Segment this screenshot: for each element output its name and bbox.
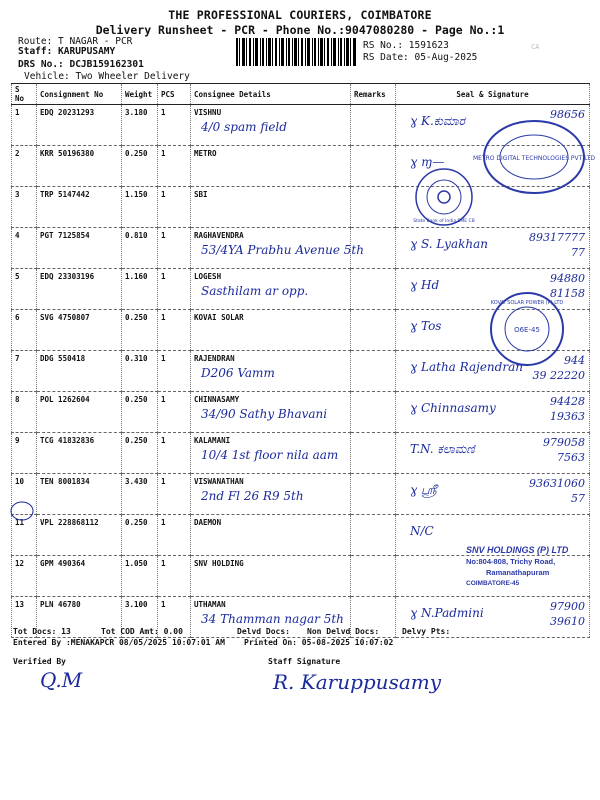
snv-stamp-name: SNV HOLDINGS (P) LTD <box>466 545 569 555</box>
row-consignment-no: KRR 50196380 <box>37 146 122 187</box>
col-consignment: Consignment No <box>37 84 122 105</box>
row-remarks <box>351 228 396 269</box>
row-consignee-name: LOGESH <box>194 272 222 281</box>
row-signature-handwritten: ɣ Latha Rajendran <box>410 360 523 374</box>
row-pcs: 1 <box>158 187 191 228</box>
row-sno: 7 <box>12 351 37 392</box>
row-weight: 0.810 <box>122 228 158 269</box>
row-weight: 0.250 <box>122 515 158 556</box>
metro-stamp-text: METRO DIGITAL TECHNOLOGIES PVT LTD <box>472 155 596 162</box>
barcode <box>236 38 356 66</box>
row-sno: 13 <box>12 597 37 638</box>
row-consignee-name: METRO <box>194 149 217 158</box>
row-consignee <box>191 187 351 228</box>
row-consignment-no: SVG 4750807 <box>37 310 122 351</box>
snv-stamp-addr2: Ramanathapuram <box>486 568 550 577</box>
runsheet-title: Delivery Runsheet - PCR - Phone No.:9047080280 - Page No.:1 <box>95 23 505 37</box>
row-consignee-name: KALAMANI <box>194 436 231 445</box>
row-consignment-no: DDG 550418 <box>37 351 122 392</box>
col-seal-signature: Seal & Signature <box>396 84 590 105</box>
snv-stamp-addr1: No:804-808, Trichy Road, <box>466 557 556 566</box>
row-sno: 5 <box>12 269 37 310</box>
row-phone-handwritten: 93631060 57 <box>529 477 585 505</box>
row-consignment-no: PLN 46780 <box>37 597 122 638</box>
verified-by-signature: Q.M <box>40 668 83 692</box>
row-consignment-no: POL 1262604 <box>37 392 122 433</box>
row-remarks <box>351 433 396 474</box>
row-phone-handwritten: 97900 39610 <box>550 600 585 628</box>
snv-stamp-addr3: COIMBATORE-45 <box>466 580 520 587</box>
row-consignment-no: EDQ 20231293 <box>37 105 122 146</box>
row-consignee-name: VISHNU <box>194 108 222 117</box>
row-consignee <box>191 105 351 146</box>
row-pcs: 1 <box>158 228 191 269</box>
non-delivered-docs: Non Delvd Docs: <box>307 627 380 636</box>
row-remarks <box>351 392 396 433</box>
row-seal-signature <box>396 228 590 269</box>
col-pcs: PCS <box>158 84 191 105</box>
row-signature-handwritten: ɣ N.Padmini <box>410 606 484 620</box>
row-pcs: 1 <box>158 515 191 556</box>
total-docs: Tot Docs: 13 <box>13 627 71 636</box>
row-remarks <box>351 474 396 515</box>
row-sno: 10 <box>12 474 37 515</box>
vehicle-label: Vehicle: Two Wheeler Delivery <box>24 71 190 82</box>
snv-stamp <box>466 545 598 589</box>
row-remarks <box>351 146 396 187</box>
row-sno: 2 <box>12 146 37 187</box>
row-remarks <box>351 105 396 146</box>
row-sno: 4 <box>12 228 37 269</box>
row-address-handwritten: D206 Vamm <box>201 366 275 380</box>
printed-on: Printed On: 05-08-2025 10:07:02 <box>244 638 394 647</box>
row-remarks <box>351 269 396 310</box>
row-address-handwritten: 34/90 Sathy Bhavani <box>201 407 328 421</box>
row-weight: 1.150 <box>122 187 158 228</box>
row-pcs: 1 <box>158 105 191 146</box>
metro-stamp <box>472 116 596 198</box>
row-phone-handwritten: 89317777 77 <box>529 231 585 259</box>
row-phone-handwritten: 94428 19363 <box>550 395 585 423</box>
row-weight: 0.250 <box>122 392 158 433</box>
row-weight: 3.430 <box>122 474 158 515</box>
row-consignee <box>191 433 351 474</box>
row-signature-handwritten: ɣ Tos <box>410 319 442 333</box>
solar-stamp-date: O6E-45 <box>514 326 540 334</box>
verified-by-label: Verified By <box>13 657 66 666</box>
watermark-text: CA <box>531 43 540 51</box>
row-phone-handwritten: 98656 <box>550 108 585 121</box>
staff-label: Staff: KARUPUSAMY <box>18 46 116 57</box>
row-pcs: 1 <box>158 269 191 310</box>
row-consignment-no: PGT 7125854 <box>37 228 122 269</box>
row-address-handwritten: 34 Thamman nagar 5th <box>201 612 344 626</box>
row-address-handwritten: 2nd Fl 26 R9 5th <box>201 489 304 503</box>
col-sno: S No <box>12 84 37 105</box>
row-remarks <box>351 310 396 351</box>
row-consignee <box>191 474 351 515</box>
row-signature-handwritten: T.N. ಕಲಾಮಣಿ <box>410 442 475 456</box>
row-phone-handwritten: 94880 81158 <box>550 272 585 300</box>
row-consignee <box>191 556 351 597</box>
row-consignee-name: CHINNASAMY <box>194 395 240 404</box>
total-cod-amount: Tot COD Amt: 0.00 <box>101 627 183 636</box>
row-signature-handwritten: ɣ Chinnasamy <box>410 401 496 415</box>
row-signature-handwritten: ɣ S. Lyakhan <box>410 237 488 251</box>
row-sno: 3 <box>12 187 37 228</box>
row-address-handwritten: 4/0 spam field <box>201 120 287 134</box>
table-row <box>12 392 590 433</box>
row-sno: 9 <box>12 433 37 474</box>
table-row <box>12 597 590 638</box>
row-consignee-name: KOVAI SOLAR <box>194 313 244 322</box>
row-signature-handwritten: ɣ Hd <box>410 278 440 292</box>
staff-signature: R. Karuppusamy <box>273 670 442 694</box>
table-row <box>12 474 590 515</box>
row-address-handwritten: Sasthilam ar opp. <box>201 284 309 298</box>
row-consignment-no: VPL 228868112 <box>37 515 122 556</box>
row-consignee <box>191 269 351 310</box>
staff-signature-label: Staff Signature <box>268 657 341 666</box>
row-weight: 0.250 <box>122 146 158 187</box>
row-remarks <box>351 351 396 392</box>
row-signature-handwritten: ɣ K.ಕುಮಾರ <box>410 114 465 128</box>
row-consignee <box>191 392 351 433</box>
row-consignee-name: DAEMON <box>194 518 222 527</box>
row-consignment-no: GPM 490364 <box>37 556 122 597</box>
drs-number: DRS No.: DCJB159162301 <box>18 59 144 70</box>
row-consignee <box>191 351 351 392</box>
row-sno: 6 <box>12 310 37 351</box>
table-header-row <box>12 84 590 105</box>
row-sno: 11 <box>12 515 37 556</box>
row-consignment-no: TCG 41832836 <box>37 433 122 474</box>
row-phone-handwritten: 944 39 22220 <box>532 354 585 382</box>
solar-stamp <box>488 290 566 368</box>
rs-date: RS Date: 05-Aug-2025 <box>363 52 478 63</box>
row-consignee <box>191 515 351 556</box>
row-weight: 0.250 <box>122 310 158 351</box>
sbi-stamp <box>413 166 475 228</box>
row-consignee-name: RAGHAVENDRA <box>194 231 244 240</box>
row-phone-handwritten: 979058 7563 <box>543 436 585 464</box>
row-address-handwritten: 10/4 1st floor nila aam <box>201 448 339 462</box>
row-consignee <box>191 146 351 187</box>
row-weight: 0.310 <box>122 351 158 392</box>
row-11-circle-mark <box>9 500 35 522</box>
row-seal-signature <box>396 474 590 515</box>
col-weight: Weight <box>122 84 158 105</box>
col-consignee: Consignee Details <box>191 84 351 105</box>
company-name: THE PROFESSIONAL COURIERS, COIMBATORE <box>168 8 432 22</box>
row-weight: 1.160 <box>122 269 158 310</box>
row-address-handwritten: 53/4YA Prabhu Avenue 5th <box>201 243 364 257</box>
row-sno: 1 <box>12 105 37 146</box>
row-signature-handwritten: N/C <box>410 524 434 538</box>
entered-by: Entered By :MENAKAPCR 08/05/2025 10:07:01 AM <box>13 638 225 647</box>
row-pcs: 1 <box>158 392 191 433</box>
row-sno: 12 <box>12 556 37 597</box>
row-consignee-name: UTHAMAN <box>194 600 226 609</box>
table-row <box>12 228 590 269</box>
row-consignee <box>191 228 364 269</box>
route-label: Route: T NAGAR - PCR <box>18 36 133 47</box>
row-consignment-no: EDQ 23303196 <box>37 269 122 310</box>
row-weight: 3.100 <box>122 597 158 638</box>
row-weight: 3.180 <box>122 105 158 146</box>
row-weight: 1.050 <box>122 556 158 597</box>
row-consignee-name: SBI <box>194 190 208 199</box>
row-signature-handwritten: ɣ ɱ— <box>410 155 445 169</box>
table-row <box>12 433 590 474</box>
row-signature-handwritten: ɣ ஸ்ரீ <box>410 483 437 497</box>
delivery-points: Delvy Pts: <box>402 627 451 636</box>
row-consignee <box>191 310 351 351</box>
row-consignee-name: VISWANATHAN <box>194 477 244 486</box>
row-consignment-no: TEN 8001834 <box>37 474 122 515</box>
row-pcs: 1 <box>158 556 191 597</box>
row-remarks <box>351 515 396 556</box>
row-consignment-no: TRP 5147442 <box>37 187 122 228</box>
row-pcs: 1 <box>158 597 191 638</box>
row-pcs: 1 <box>158 310 191 351</box>
row-seal-signature <box>396 433 590 474</box>
rs-number: RS No.: 1591623 <box>363 40 449 51</box>
row-seal-signature <box>396 392 590 433</box>
row-remarks <box>351 187 396 228</box>
row-remarks <box>351 556 396 597</box>
row-weight: 0.250 <box>122 433 158 474</box>
row-consignee-name: SNV HOLDING <box>194 559 244 568</box>
sbi-stamp-text: State Bank of India SME CB <box>413 219 475 224</box>
row-pcs: 1 <box>158 146 191 187</box>
col-remarks: Remarks <box>351 84 396 105</box>
row-pcs: 1 <box>158 433 191 474</box>
row-sno: 8 <box>12 392 37 433</box>
row-pcs: 1 <box>158 351 191 392</box>
solar-stamp-text: KOVAI SOLAR POWER (P) LTD <box>490 300 564 306</box>
delivered-docs: Delvd Docs: <box>237 627 290 636</box>
row-consignee-name: RAJENDRAN <box>194 354 235 363</box>
row-pcs: 1 <box>158 474 191 515</box>
